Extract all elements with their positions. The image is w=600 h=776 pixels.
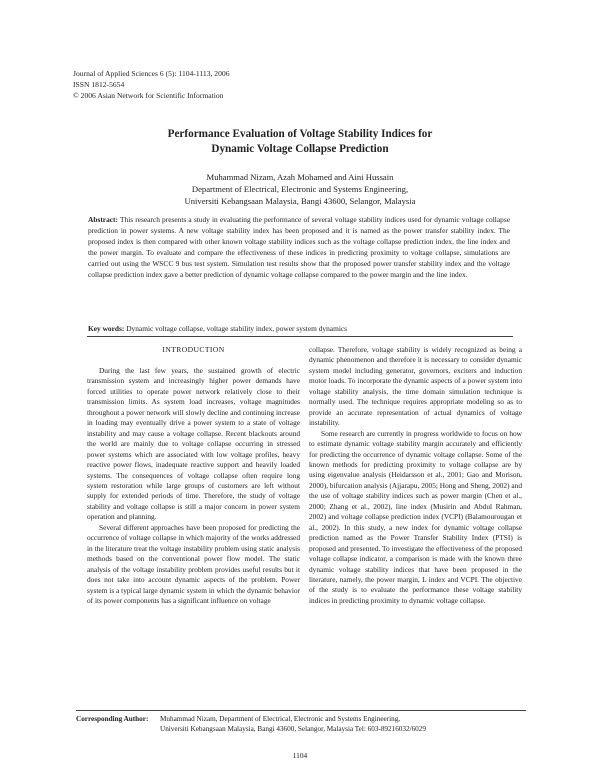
left-column xyxy=(87,345,300,606)
journal-header xyxy=(73,68,230,101)
abstract-label: Abstract: xyxy=(88,215,118,224)
keywords-text: Dynamic voltage collapse, voltage stability index, power system dynamics xyxy=(126,324,348,333)
affiliation-line-2: Universiti Kebangsaan Malaysia, Bangi 43600, Selangor, Malaysia xyxy=(184,196,416,206)
affiliation-line-1: Department of Electrical, Electronic and Systems Engineering, xyxy=(191,184,409,194)
page-number: 1104 xyxy=(292,751,308,760)
body-paragraph: During the last few years, the sustained growth of electric transmission system and increasingly higher power demands have forced utilities to operate power network relatively close to their transmission limits. As system load increases, voltage magnitudes throughout a power network will slowly decline and continuing increase in loading may eventually drive a power system to a state of voltage instability and may cause a voltage collapse. Recent blackouts around the world are mainly due to voltage collapse occurring in stressed power systems which are associated with low voltage profiles, heavy reactive power flows, inadequate reactive support and heavily loaded systems. The consequences of voltage collapse often require long system restoration while large groups of customers are left without supply for extended periods of time. Therefore, the study of voltage stability and voltage collapse is still a major concern in power system operation and planning. xyxy=(87,366,300,522)
author-names: Muhammad Nizam, Azah Mohamed and Aini Hussain xyxy=(206,172,394,182)
introduction-heading: INTRODUCTION xyxy=(162,345,225,354)
paper-title xyxy=(60,127,540,156)
journal-copyright: © 2006 Asian Network for Scientific Information xyxy=(73,91,224,100)
right-column xyxy=(309,345,522,606)
body-paragraph: Several different approaches have been proposed for predicting the occurrence of voltage collapse in which majority of the works addressed in the literature treat the voltage instability problem using static analysis methods based on the conventional power flow model. The static analysis of the voltage instability problem provides useful results but it does not take into account dynamic aspects of the problem. Power system is a typical large dynamic system in which the dynamic behavior of its power components has a significant influence on voltage xyxy=(87,522,300,605)
keywords-divider xyxy=(87,336,513,337)
body-paragraph: Some research are currently in progress worldwide to focus on how to estimate dynamic voltage stability margin accurately and efficiently for predicting the occurrence of dynamic voltage collapse. Some of the known methods for predicting proximity to voltage collapse are by using eigenvalue analysis (Heidarsson et al., 2001; Gao and Morison, 2000), bifurcation analysis (Ajjarapu, 2005; Hong and Sheng, 2002) and the use of voltage stability indices such as power margin (Chen et al., 2000; Zhang et al., 2002), line index (Musirin and Abdul Rahman, 2002) and voltage collapse prediction index (VCPI) (Balamourougan et al., 2002). In this study, a new index for dynamic voltage collapse prediction named as the Power Transfer Stability Index (PTSI) is proposed and presented. To investigate the effectiveness of the proposed voltage collapse indicator, a comparison is made with the known three dynamic voltage stability indices that have been proposed in the literature, namely, the power margin, L index and VCPI. The objective of the study is to evaluate the performance these voltage stability indices in predicting proximity to dynamic voltage collapse. xyxy=(309,428,522,605)
footer-divider xyxy=(76,710,526,711)
body-paragraph: collapse. Therefore, voltage stability is widely recognized as being a dynamic phenomenon and therefore it is necessary to consider dynamic system model including generator, governors, exciters and induction motor loads. To incorporate the dynamic aspects of a power system into voltage stability analysis, the time domain simulation technique is normally used. The technique requires appropriate modeling so as to provide an accurate representation of actual dynamics of voltage instability. xyxy=(309,345,522,428)
corresponding-line-1: Muhammad Nizam, Department of Electrical, Electronic and Systems Engineering, xyxy=(160,715,401,723)
abstract xyxy=(88,214,510,280)
title-line-1: Performance Evaluation of Voltage Stability Indices for xyxy=(167,128,433,140)
keywords-label: Key words: xyxy=(88,324,125,333)
corresponding-author xyxy=(76,714,526,734)
keywords xyxy=(88,324,510,334)
title-line-2: Dynamic Voltage Collapse Prediction xyxy=(211,142,389,155)
author-block xyxy=(60,171,540,207)
abstract-text: This research presents a study in evaluating the performance of several voltage stability indices used for dynamic voltage collapse prediction in power systems. A new voltage stability index has been proposed and it is named as the power transfer stability index. The proposed index is then compared with other known voltage stability indices such as the voltage collapse prediction index, the line index and the power margin. To evaluate and compare the effectiveness of these indices in predicting proximity to voltage collapse, simulations are carried out using the WSCC 9 bus test system. Simulation test results show that the proposed power transfer stability index and the voltage collapse prediction index gave a better prediction of dynamic voltage collapse compared to the power margin and the line index. xyxy=(88,215,510,279)
journal-issn: ISSN 1812-5654 xyxy=(73,80,125,89)
corresponding-line-2: Universiti Kebangsaan Malaysia, Bangi 43600, Selangor, Malaysia Tel: 603-89216032/6029 xyxy=(160,725,426,733)
journal-citation: Journal of Applied Sciences 6 (5): 1104-1113, 2006 xyxy=(73,69,230,78)
corresponding-label: Corresponding Author: xyxy=(76,715,149,723)
